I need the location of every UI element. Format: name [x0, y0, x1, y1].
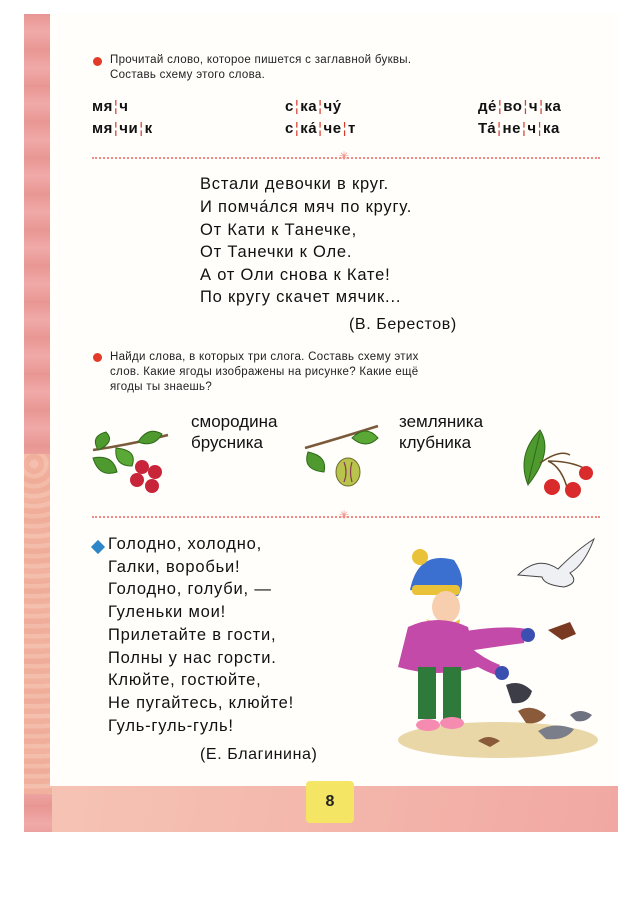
berry-word-lingonberry: брусника [191, 433, 263, 452]
poem2-line: Галки, воробьи! [108, 558, 241, 576]
word-devochka: де́¦во¦ч¦ка [478, 98, 562, 115]
task2-text-line2: слов. Какие ягоды изображены на рисунке? Какие ещё [110, 366, 419, 378]
poem2-line: Голодно, голуби, — [108, 580, 272, 598]
task1-text-line1: Прочитай слово, которое пишется с заглавной буквы. [110, 54, 412, 66]
poem2-line: Гуленьки мои! [108, 603, 226, 621]
poem2-line: Прилетайте в гости, [108, 626, 277, 644]
poem1-author: (В. Берестов) [349, 316, 457, 333]
task2-text-line1: Найди слова, в которых три слога. Составь схему этих [110, 351, 419, 363]
poem2-line: Голодно, холодно, [108, 535, 262, 553]
poem2-line: Клюйте, гостюйте, [108, 671, 262, 689]
sidebar-pattern [24, 454, 52, 794]
task2-text-line3: ягоды ты знаешь? [110, 381, 213, 393]
berry-word-strawberry: земляника [399, 412, 484, 431]
poem1-line: И помча́лся мяч по кругу. [200, 198, 413, 216]
task-bullet-icon [93, 57, 102, 66]
word-tanechka: Та́¦не¦ч¦ка [478, 120, 560, 137]
poem1-line: От Кати к Танечке, [200, 221, 357, 239]
poem2-line: Гуль-гуль-гуль! [108, 717, 234, 735]
divider-star-icon: ✳ [339, 508, 350, 522]
poem1-line: От Танечки к Оле. [200, 243, 353, 261]
girl-feeding-birds-illustration [388, 535, 600, 760]
gooseberry-icon [300, 420, 385, 495]
task-bullet-icon [93, 353, 102, 362]
poem1-line: А от Оли снова к Кате! [200, 266, 391, 284]
word-myachik: мя¦чи¦к [92, 120, 153, 137]
poem2-line: Полны у нас горсти. [108, 649, 277, 667]
poem1-line: Встали девочки в круг. [200, 175, 390, 193]
task1-text-line2: Составь схему этого слова. [110, 69, 266, 81]
word-skachu: с¦ка¦чу́ [285, 98, 342, 115]
word-myach: мя¦ч [92, 98, 129, 115]
berry-word-currant: смородина [191, 412, 278, 431]
poem2-author: (Е. Благинина) [200, 746, 318, 763]
divider-star-icon: ✳ [339, 149, 350, 163]
page-number: 8 [306, 781, 354, 823]
cherry-icon [518, 425, 598, 500]
word-skachet: с¦ка́¦че¦т [285, 120, 356, 137]
poem1-line: По кругу скачет мячик... [200, 288, 402, 306]
raspberry-icon [88, 420, 178, 495]
poem2-line: Не пугайтесь, клюйте! [108, 694, 295, 712]
berry-word-garden-strawberry: клубника [399, 433, 472, 452]
